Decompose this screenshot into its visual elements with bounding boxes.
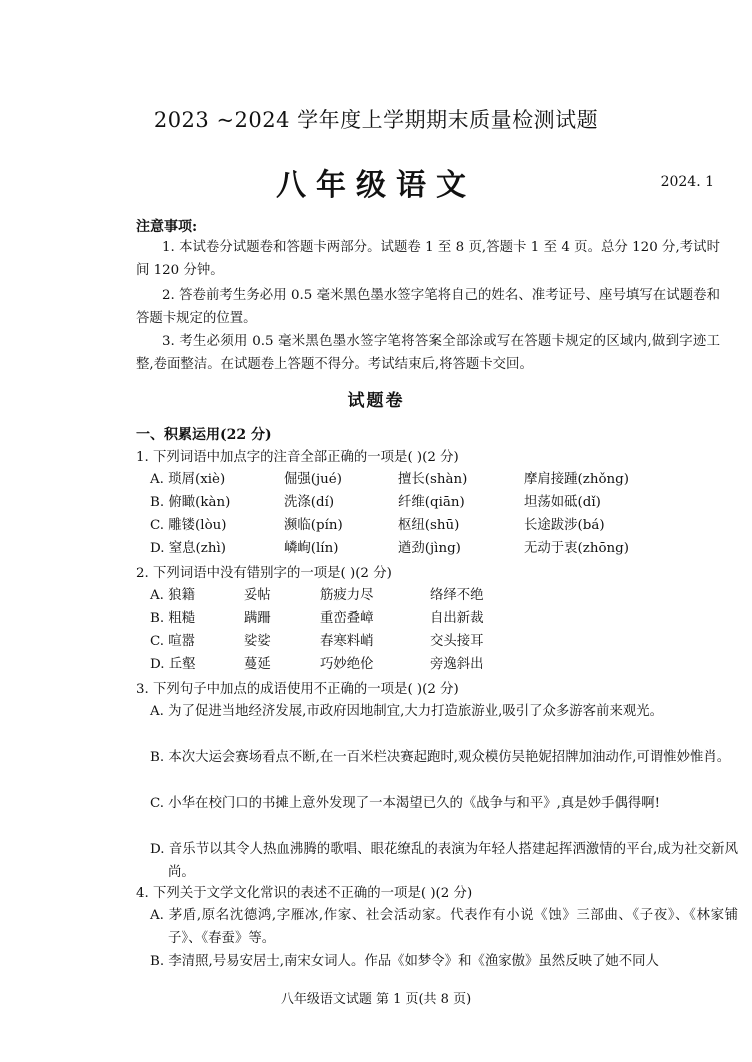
option-cell: 自出新裁: [430, 611, 484, 626]
option-cell: C. 喧嚣: [150, 634, 196, 649]
page-footer: 八年级语文试题 第 1 页(共 8 页): [280, 992, 472, 1007]
option-cell: 倔强(jué): [284, 472, 342, 487]
option-cell: 枢纽(shū): [398, 518, 460, 533]
question-3-option-c: C. 小华在校门口的书摊上意外发现了一本渴望已久的《战争与和平》,真是妙手偶得啊!: [150, 796, 660, 811]
option-cell: A. 琐屑(xiè): [150, 472, 226, 487]
option-cell: 洗涤(dí): [284, 495, 335, 510]
option-cell: A. 狼籍: [150, 588, 195, 603]
option-cell: 巧妙绝伦: [320, 657, 374, 672]
question-4-stem: 4. 下列关于文学文化常识的表述不正确的一项是( )(2 分): [136, 886, 473, 901]
part-title: 一、积累运用(22 分): [136, 427, 272, 443]
notice-item: 1. 本试卷分试题卷和答题卡两部分。试题卷 1 至 8 页,答题卡 1 至 4 页。总分 120 分,考试时间 120 分钟。: [136, 240, 720, 278]
exam-date: 2024. 1: [660, 174, 714, 190]
option-cell: 蹒跚: [244, 611, 271, 626]
option-cell: 络绎不绝: [430, 588, 484, 603]
option-cell: 妥帖: [244, 588, 271, 603]
question-2-stem: 2. 下列词语中没有错别字的一项是( )(2 分): [136, 566, 392, 581]
subject-title: 八年级语文: [276, 168, 476, 203]
question-4-option-a: A. 茅盾,原名沈德鸿,字雁冰,作家、社会活动家。代表作有小说《蚀》三部曲、《子夜》、《林家铺子》、《春蚕》等。: [150, 908, 738, 946]
option-cell: 擅长(shàn): [398, 472, 468, 487]
question-3-option-a: A. 为了促进当地经济发展,市政府因地制宜,大力打造旅游业,吸引了众多游客前来观光。: [150, 704, 664, 719]
option-cell: C. 雕镂(lòu): [150, 518, 227, 533]
option-cell: 嶙峋(lín): [284, 541, 339, 556]
option-cell: B. 粗糙: [150, 611, 196, 626]
option-cell: 娑娑: [244, 634, 271, 649]
option-cell: 无动于衷(zhōng): [524, 541, 629, 556]
option-cell: 重峦叠嶂: [320, 611, 374, 626]
option-cell: 濒临(pín): [284, 518, 343, 533]
question-3-option-d: D. 音乐节以其令人热血沸腾的歌唱、眼花缭乱的表演为年轻人搭建起挥洒激情的平台,成为社交新风尚。: [150, 842, 738, 880]
question-1-stem: 1. 下列词语中加点字的注音全部正确的一项是( )(2 分): [136, 450, 459, 465]
option-cell: 纤维(qiān): [398, 495, 465, 510]
notice-heading: 注意事项:: [136, 219, 198, 235]
option-cell: 坦荡如砥(dǐ): [524, 495, 601, 510]
option-cell: D. 丘壑: [150, 657, 196, 672]
notice-item: 2. 答卷前考生务必用 0.5 毫米黑色墨水签字笔将自己的姓名、准考证号、座号填写在试题卷和答题卡规定的位置。: [136, 288, 720, 326]
notice-item: 3. 考生必须用 0.5 毫米黑色墨水签字笔将答案全部涂或写在答题卡规定的区域内,做到字迹工整,卷面整洁。在试题卷上答题不得分。考试结束后,将答题卡交回。: [136, 334, 720, 372]
option-cell: 长途跋涉(bá): [524, 518, 605, 533]
option-cell: 遒劲(jìng): [398, 541, 461, 556]
question-3-stem: 3. 下列句子中加点的成语使用不正确的一项是( )(2 分): [136, 682, 459, 697]
question-4-option-b: B. 李清照,号易安居士,南宋女词人。作品《如梦令》和《渔家傲》虽然反映了她不同人: [150, 954, 659, 969]
exam-title: 2023 ~2024 学年度上学期期末质量检测试题: [153, 108, 599, 132]
section-title: 试题卷: [347, 391, 405, 411]
option-cell: 蔓延: [244, 657, 271, 672]
option-cell: 春寒料峭: [320, 634, 374, 649]
question-3-option-b: B. 本次大运会赛场看点不断,在一百米栏决赛起跑时,观众模仿吴艳妮招牌加油动作,可谓惟妙惟肖。: [150, 750, 731, 765]
option-cell: 交头接耳: [430, 634, 484, 649]
option-cell: D. 窒息(zhì): [150, 541, 226, 556]
option-cell: 摩肩接踵(zhǒng): [524, 472, 629, 487]
option-cell: B. 俯瞰(kàn): [150, 495, 231, 510]
option-cell: 旁逸斜出: [430, 657, 484, 672]
option-cell: 筋疲力尽: [320, 588, 374, 603]
